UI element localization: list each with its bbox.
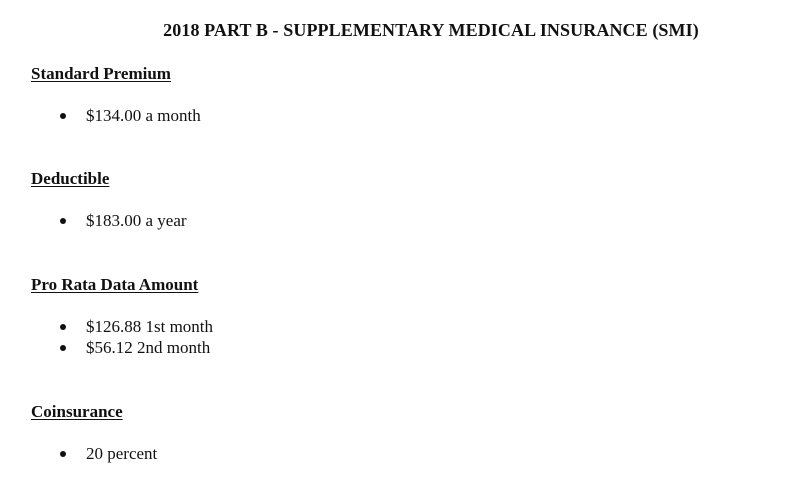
section-heading: Pro Rata Data Amount (31, 275, 199, 294)
list-item (31, 337, 786, 358)
bullet-list (31, 210, 786, 231)
list-item (31, 443, 786, 464)
section-coinsurance (31, 402, 786, 464)
list-item-text: 20 percent (86, 444, 158, 463)
section-heading: Standard Premium (31, 64, 171, 83)
page-title: 2018 PART B - SUPPLEMENTARY MEDICAL INSURANCE (SMI) (163, 20, 699, 40)
section-heading: Deductible (31, 169, 110, 188)
list-item (31, 316, 786, 337)
bullet-icon (60, 324, 66, 330)
list-item (31, 105, 786, 126)
list-item-text: $134.00 a month (86, 106, 201, 125)
bullet-icon (60, 218, 66, 224)
section-standard-premium (31, 64, 786, 126)
list-item-text: $56.12 2nd month (86, 338, 211, 357)
section-heading: Coinsurance (31, 402, 123, 421)
bullet-list (31, 316, 786, 358)
list-item-text: $126.88 1st month (86, 317, 214, 336)
bullet-icon (60, 451, 66, 457)
list-item (31, 210, 786, 231)
list-item-text: $183.00 a year (86, 211, 187, 230)
bullet-list (31, 105, 786, 126)
bullet-list (31, 443, 786, 464)
bullet-icon (60, 113, 66, 119)
section-pro-rata-data-amount (31, 275, 786, 358)
section-deductible (31, 169, 786, 231)
bullet-icon (60, 345, 66, 351)
